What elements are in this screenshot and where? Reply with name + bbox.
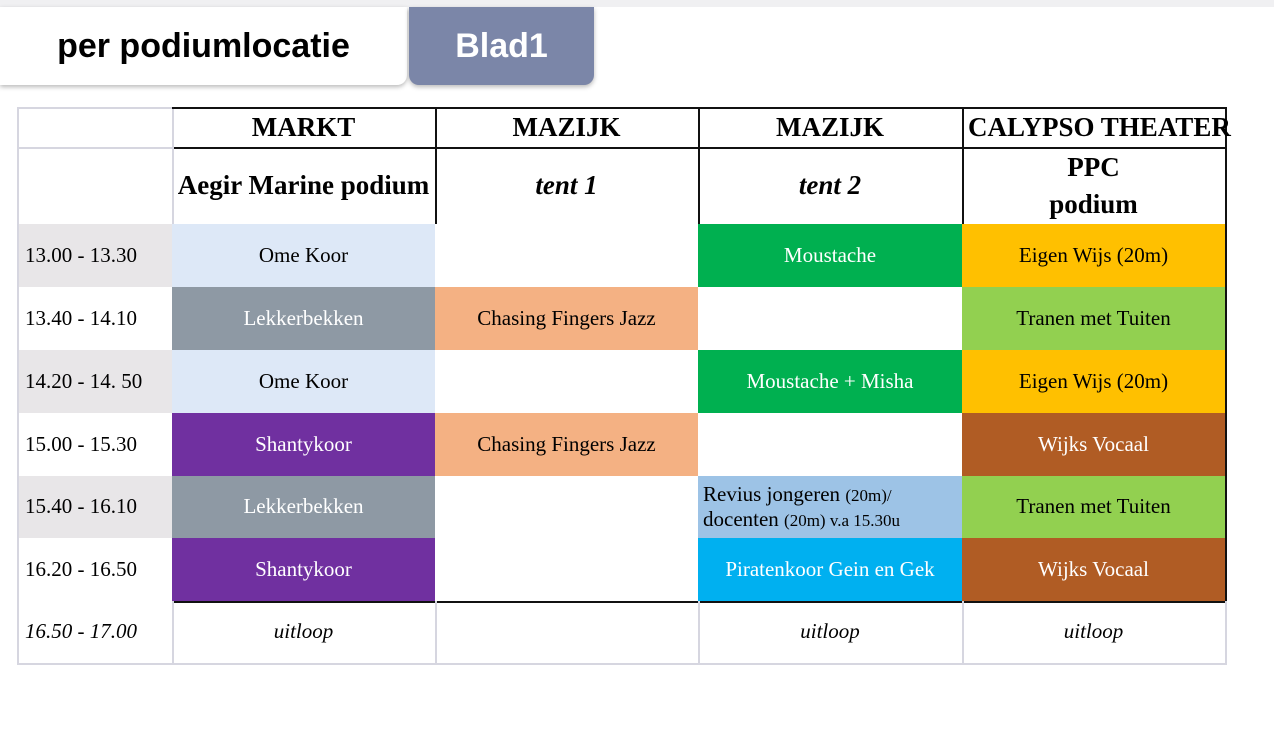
slot-tranen-met-tuiten: Tranen met Tuiten — [962, 287, 1227, 352]
revius-line-1-note: (20m)/ — [845, 485, 892, 505]
header-corner-1 — [17, 107, 174, 149]
time-cell: 13.00 - 13.30 — [17, 224, 174, 289]
slot-wijks-vocaal: Wijks Vocaal — [962, 538, 1227, 603]
slot-eigen-wijs: Eigen Wijs (20m) — [962, 350, 1227, 415]
slot-chasing-fingers-jazz: Chasing Fingers Jazz — [435, 413, 700, 478]
slot-tranen-met-tuiten: Tranen met Tuiten — [962, 476, 1227, 540]
slot-lekkerbekken: Lekkerbekken — [172, 287, 437, 352]
slot-eigen-wijs: Eigen Wijs (20m) — [962, 224, 1227, 289]
header-mazijk-2: MAZIJK — [698, 107, 964, 149]
header-calypso: CALYPSO THEATER — [962, 107, 1227, 149]
time-cell: 13.40 - 14.10 — [17, 287, 174, 352]
tab-label: per podiumlocatie — [57, 26, 350, 65]
slot-shantykoor: Shantykoor — [172, 413, 437, 478]
time-cell: 16.20 - 16.50 — [17, 538, 174, 603]
slot-empty — [435, 476, 700, 540]
slot-revius — [698, 476, 964, 540]
slot-ome-koor: Ome Koor — [172, 224, 437, 289]
slot-empty — [698, 413, 964, 478]
header-corner-2 — [17, 147, 174, 226]
slot-empty — [435, 224, 700, 289]
slot-shantykoor: Shantykoor — [172, 538, 437, 603]
time-cell: 15.40 - 16.10 — [17, 476, 174, 540]
revius-line-1-main: Revius jongeren — [703, 481, 846, 506]
header-mazijk-1: MAZIJK — [435, 107, 700, 149]
tab-label: Blad1 — [455, 26, 548, 65]
slot-moustache: Moustache — [698, 224, 964, 289]
revius-text — [703, 482, 900, 532]
slot-empty — [435, 601, 700, 665]
slot-piratenkoor: Piratenkoor Gein en Gek — [698, 538, 964, 603]
slot-moustache-misha: Moustache + Misha — [698, 350, 964, 415]
revius-line-2-note: (20m) v.a 15.30u — [784, 511, 901, 530]
header-ppc: PPC podium — [962, 147, 1227, 226]
header-aegir: Aegir Marine podium — [172, 147, 437, 226]
slot-ome-koor: Ome Koor — [172, 350, 437, 415]
slot-uitloop: uitloop — [962, 601, 1227, 665]
time-cell: 14.20 - 14. 50 — [17, 350, 174, 415]
revius-line-2-main: docenten — [703, 507, 785, 531]
slot-lekkerbekken: Lekkerbekken — [172, 476, 437, 540]
header-markt: MARKT — [172, 107, 437, 149]
slot-wijks-vocaal: Wijks Vocaal — [962, 413, 1227, 478]
time-cell: 16.50 - 17.00 — [17, 601, 174, 665]
slot-empty — [435, 538, 700, 603]
slot-empty — [698, 287, 964, 352]
slot-chasing-fingers-jazz: Chasing Fingers Jazz — [435, 287, 700, 352]
header-tent-1: tent 1 — [435, 147, 700, 226]
header-tent-2: tent 2 — [698, 147, 964, 226]
slot-uitloop: uitloop — [172, 601, 437, 665]
slot-uitloop: uitloop — [698, 601, 964, 665]
time-cell: 15.00 - 15.30 — [17, 413, 174, 478]
slot-empty — [435, 350, 700, 415]
